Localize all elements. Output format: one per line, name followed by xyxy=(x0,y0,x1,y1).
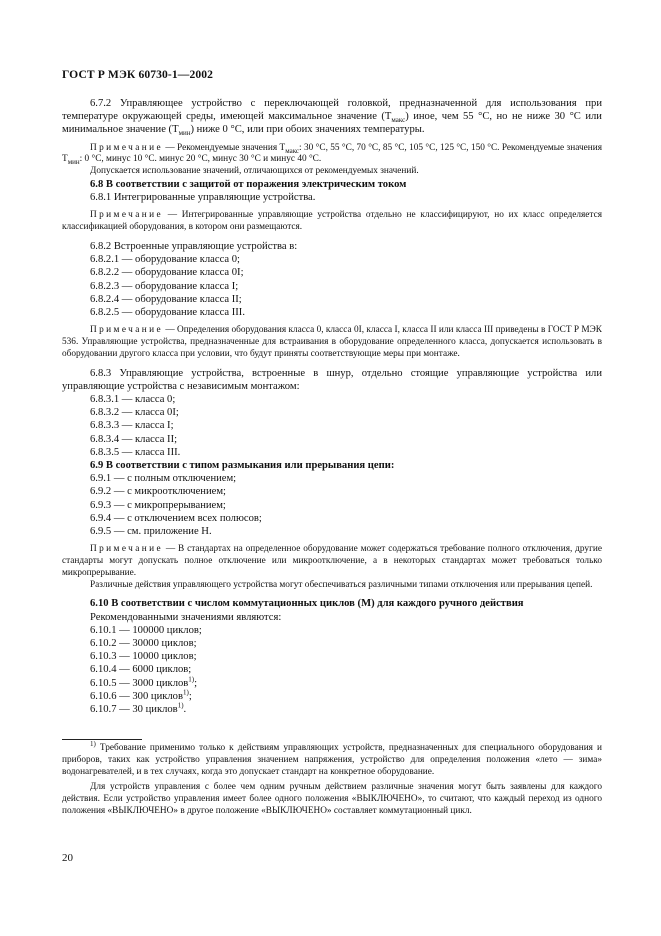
footnotes xyxy=(62,739,602,818)
list-item: 6.8.3.1 — класса 0; xyxy=(90,394,176,406)
clause-6-8-3: 6.8.3 Управляющие устройства, встроенные в шнур, отдельно стоящие управляющие устройства или управляющие устройства с независимым монтажом: xyxy=(62,367,602,392)
list-item: 6.10.1 — 100000 циклов; xyxy=(90,624,202,636)
note-class-definitions: Примечание — Определения оборудования класса 0, класса 0I, класса I, класса II или класса III приведены в ГОСТ Р МЭК 536. Управляющие устройства, предназначенные для встраивания в оборудование определенного класса, допускается использовать в оборудовании другого класса при условии, что будут приняты соответствующие меры при монтаже. xyxy=(62,325,602,359)
heading-6-10: 6.10 В соответствии с числом коммутационных циклов (М) для каждого ручного действия xyxy=(90,598,524,610)
heading-6-8: 6.8 В соответствии с защитой от поражения электрическим током xyxy=(90,179,407,190)
list-6-8-3 xyxy=(62,393,602,459)
list-item: 6.9.3 — с микропрерыванием; xyxy=(90,499,226,511)
list-item: 6.8.3.5 — класса III. xyxy=(90,446,181,458)
list-item: 6.10.3 — 10000 циклов; xyxy=(90,651,197,663)
document-body xyxy=(62,97,602,716)
footnote-rule xyxy=(62,739,142,740)
document-header: ГОСТ Р МЭК 60730-1—2002 xyxy=(62,68,214,81)
list-item: 6.8.3.3 — класса I; xyxy=(90,420,174,432)
list-item: 6.10.2 — 30000 циклов; xyxy=(90,638,197,650)
list-item: 6.8.2.4 — оборудование класса II; xyxy=(90,293,242,305)
list-item: 6.10.6 — 300 циклов$^{1)}$; xyxy=(90,688,192,702)
note-allowed-values: Допускается использование значений, отличающихся от рекомендуемых значений. xyxy=(90,166,419,177)
list-6-9 xyxy=(62,472,602,538)
clause-6-8-1: 6.8.1 Интегрированные управляющие устройства. xyxy=(90,192,316,204)
note-disconnection: Примечание — В стандартах на определенное оборудование может содержаться требование полного отключения, другие стандарты могут допускать полное отключение или микроотключение, а в некоторых стандартах может требоваться только микропрерывание. xyxy=(62,544,602,578)
heading-6-9: 6.9 В соответствии с типом размыкания или прерывания цепи: xyxy=(90,460,395,472)
list-item: 6.8.3.2 — класса 0I; xyxy=(90,407,179,419)
note-various-actions: Различные действия управляющего устройства могут обеспечиваться различными типами отключения или прерывания цепей. xyxy=(90,579,593,590)
list-item: 6.10.4 — 6000 циклов; xyxy=(90,664,192,676)
footnote-1: $^{1)}$ Требование применимо только к действиям управляющих устройств, предназначенных для специального оборудования и приборов, таких как устройство управления значением напряжения, устройство для определения положения «лето — зима» водонагревателей, и в тех случаях, когда это допускает стандарт на конкретное оборудование. xyxy=(62,739,602,777)
list-item: 6.9.1 — с полным отключением; xyxy=(90,473,237,485)
list-item: 6.9.4 — с отключением всех полюсов; xyxy=(90,512,262,524)
list-item: 6.8.2.1 — оборудование класса 0; xyxy=(90,254,240,266)
list-item: 6.8.2.5 — оборудование класса III. xyxy=(90,307,245,319)
footnote-2: Для устройств управления с более чем одним ручным действием различные значения могут быть заявлены для каждого действия. Если устройство управления имеет более одного положения «ВЫКЛЮЧЕНО», то считают, что каждый переход из одного положения «ВЫКЛЮЧЕНО» в другое положение «ВЫКЛЮЧЕНО» составляет коммутационный цикл. xyxy=(62,782,602,816)
list-item: 6.9.5 — см. приложение Н. xyxy=(90,526,212,538)
list-6-8-2 xyxy=(62,253,602,319)
list-item: 6.9.2 — с микроотключением; xyxy=(90,486,226,498)
note-integrated: Примечание — Интегрированные управляющие устройства отдельно не классифицируют, но их класс определяется классификацией оборудования, в котором они размещаются. xyxy=(62,210,602,233)
list-item: 6.8.3.4 — класса II; xyxy=(90,433,178,445)
note-temperatures: Примечание — Рекомендуемые значения $T_{макс}$: 30 °С, 55 °С, 70 °С, 85 °С, 105 °С, 125 °С, 150 °С. Рекомендуемые значения $T_{мин}$: 0 °С, минус 10 °С. минус 20 °С, минус 30 °С и минус 40 °С. xyxy=(62,142,602,167)
clause-6-7-2: 6.7.2 Управляющее устройство с переключающей головкой, предназначенной для использования при температуре окружающей среды, имеющей максимальное значение $(T_{макс})$ иное, чем 55 °С, но не ниже 30 °С или минимальное значение $(T_{мин})$ ниже 0 °С, или при обоих значениях температуры. xyxy=(62,98,602,138)
list-6-10 xyxy=(62,624,602,716)
list-item: 6.10.5 — 3000 циклов$^{1)}$; xyxy=(90,675,198,689)
page-number: 20 xyxy=(62,852,73,864)
list-item: 6.8.2.2 — оборудование класса 0I; xyxy=(90,267,244,279)
clause-6-8-2: 6.8.2 Встроенные управляющие устройства в: xyxy=(90,241,298,252)
clause-6-10-intro: Рекомендованными значениями являются: xyxy=(90,611,282,623)
list-item: 6.8.2.3 — оборудование класса I; xyxy=(90,280,239,292)
list-item: 6.10.7 — 30 циклов$^{1)}$. xyxy=(90,701,187,716)
